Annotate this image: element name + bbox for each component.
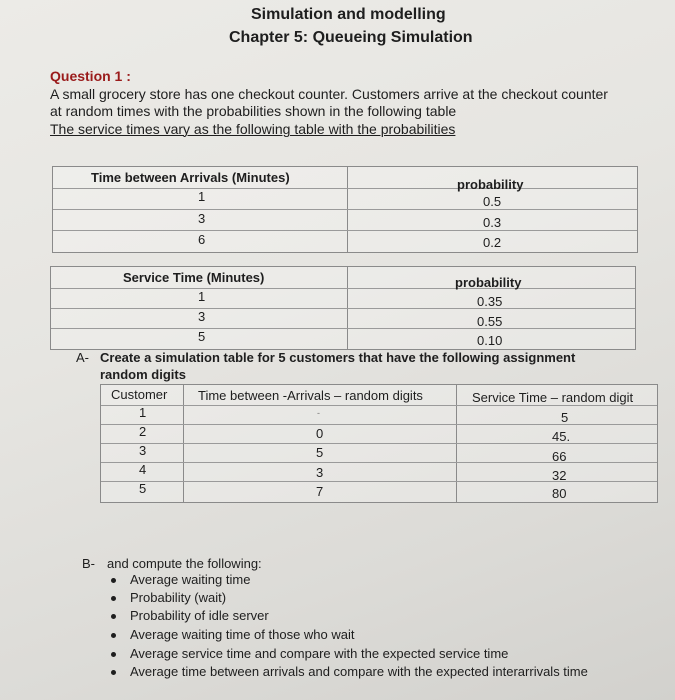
- customer-header: Customer: [111, 387, 168, 402]
- bullet-icon: [111, 578, 116, 583]
- service-digit-4: 32: [552, 468, 567, 483]
- arrival-prob-3: 0.2: [483, 235, 502, 250]
- service-prob-3: 0.10: [477, 333, 503, 348]
- question-line-3: The service times vary as the following table with the probabilities: [50, 121, 456, 137]
- arrival-digit-2: 0: [316, 426, 324, 441]
- bullet-icon: [111, 633, 116, 638]
- bullet-item-2: [111, 590, 226, 605]
- service-time-3: 5: [198, 329, 206, 344]
- service-digit-1: 5: [561, 410, 569, 425]
- arrival-prob-header: probability: [457, 177, 524, 192]
- page-title: Simulation and modelling: [251, 6, 446, 23]
- bullet-item-text: Probability (wait): [130, 590, 227, 605]
- part-b-intro: and compute the following:: [107, 556, 262, 571]
- service-digit-3: 66: [552, 449, 567, 464]
- chapter-title: Chapter 5: Queueing Simulation: [229, 29, 473, 46]
- part-a-line-1: Create a simulation table for 5 customers that have the following assignment: [100, 350, 576, 365]
- service-prob-header: probability: [455, 275, 522, 290]
- random-digits-table: [100, 384, 658, 503]
- part-b-prefix: B-: [82, 556, 95, 571]
- bullet-item-text: Probability of idle server: [130, 608, 269, 623]
- arrival-prob-1: 0.5: [483, 194, 502, 209]
- bullet-icon: [111, 596, 116, 601]
- question-label: Question 1 :: [50, 68, 131, 84]
- bullet-item-text: Average time between arrivals and compare with the expected interarrivals time: [130, 664, 588, 679]
- bullet-item-6: [111, 664, 588, 679]
- service-digits-header: Service Time – random digit: [472, 390, 634, 405]
- customer-1: 1: [139, 405, 147, 420]
- bullet-item-text: Average waiting time: [130, 572, 251, 587]
- service-prob-1: 0.35: [477, 294, 503, 309]
- part-a-line-2: random digits: [100, 367, 186, 382]
- arrival-prob-2: 0.3: [483, 215, 502, 230]
- bullet-item-1: [111, 572, 250, 587]
- customer-5: 5: [139, 481, 147, 496]
- arrival-table: [52, 166, 638, 253]
- arrival-digit-3: 5: [316, 445, 324, 460]
- bullet-item-4: [111, 627, 355, 642]
- service-time-header: Service Time (Minutes): [123, 270, 265, 285]
- service-table: [50, 266, 636, 350]
- bullet-item-text: Average service time and compare with the expected service time: [130, 646, 509, 661]
- service-digit-5: 80: [552, 486, 567, 501]
- bullet-icon: [111, 614, 116, 619]
- arrival-digits-header: Time between -Arrivals – random digits: [198, 388, 423, 403]
- arrival-digit-5: 7: [316, 484, 324, 499]
- customer-4: 4: [139, 462, 147, 477]
- bullet-item-text: Average waiting time of those who wait: [130, 627, 355, 642]
- arrival-time-1: 1: [198, 189, 206, 204]
- customer-2: 2: [139, 424, 147, 439]
- part-a-prefix: A-: [76, 350, 89, 365]
- service-digit-2: 45.: [552, 429, 571, 444]
- bullet-item-3: [111, 608, 269, 623]
- service-time-1: 1: [198, 289, 206, 304]
- question-line-2: at random times with the probabilities shown in the following table: [50, 103, 457, 119]
- arrival-time-3: 6: [198, 232, 206, 247]
- bullet-item-5: [111, 646, 508, 661]
- arrival-digit-4: 3: [316, 465, 324, 480]
- service-time-2: 3: [198, 309, 206, 324]
- arrival-digit-1: -: [317, 408, 320, 418]
- bullet-icon: [111, 670, 116, 675]
- bullet-icon: [111, 652, 116, 657]
- arrival-time-2: 3: [198, 211, 206, 226]
- arrival-time-header: Time between Arrivals (Minutes): [91, 170, 290, 185]
- customer-3: 3: [139, 443, 147, 458]
- question-line-1: A small grocery store has one checkout counter. Customers arrive at the checkout counter: [50, 86, 608, 102]
- service-prob-2: 0.55: [477, 314, 503, 329]
